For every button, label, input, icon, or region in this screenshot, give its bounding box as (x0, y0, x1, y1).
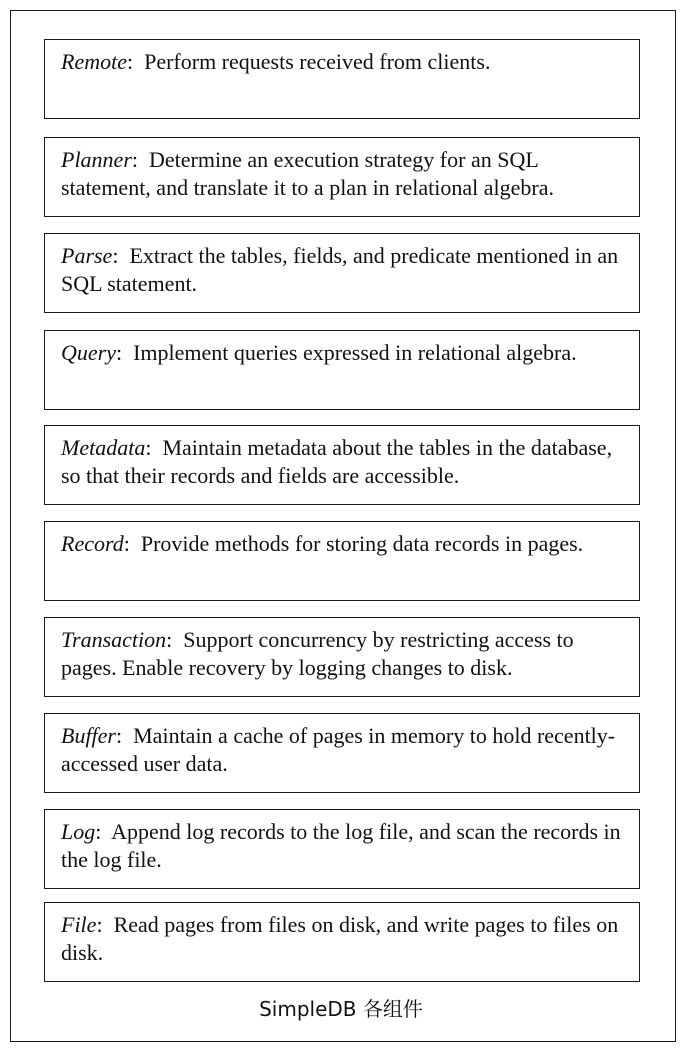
layer-name: Remote (61, 49, 127, 74)
layer-name: Query (61, 340, 116, 365)
layer-description: Maintain a cache of pages in memory to hold recently-accessed user data. (61, 723, 616, 776)
layer-description: Extract the tables, fields, and predicate mentioned in an SQL statement. (61, 243, 619, 296)
layer-metadata: Metadata: Maintain metadata about the tables in the database, so that their records and fields are accessible. (44, 425, 640, 505)
layer-name: Log (61, 819, 96, 844)
layer-description: Perform requests received from clients. (144, 49, 491, 74)
layer-remote: Remote: Perform requests received from clients. (44, 39, 640, 119)
layer-name: File (61, 912, 97, 937)
layer-buffer: Buffer: Maintain a cache of pages in memory to hold recently-accessed user data. (44, 713, 640, 793)
layer-record: Record: Provide methods for storing data records in pages. (44, 521, 640, 601)
layer-description: Support concurrency by restricting access to pages. Enable recovery by logging changes to disk. (61, 627, 574, 680)
layer-transaction: Transaction: Support concurrency by restricting access to pages. Enable recovery by logging changes to disk. (44, 617, 640, 697)
layer-log: Log: Append log records to the log file, and scan the records in the log file. (44, 809, 640, 889)
layer-name: Record (61, 531, 124, 556)
layer-description: Determine an execution strategy for an SQL statement, and translate it to a plan in relational algebra. (61, 147, 554, 200)
layer-name: Parse (61, 243, 113, 268)
layer-query: Query: Implement queries expressed in relational algebra. (44, 330, 640, 410)
layer-name: Buffer (61, 723, 116, 748)
layer-description: Append log records to the log file, and scan the records in the log file. (61, 819, 621, 872)
layer-name: Transaction (61, 627, 167, 652)
layer-description: Maintain metadata about the tables in the database, so that their records and fields are accessible. (61, 435, 613, 488)
layer-name: Metadata (61, 435, 146, 460)
layer-file: File: Read pages from files on disk, and write pages to files on disk. (44, 902, 640, 982)
layer-name: Planner (61, 147, 132, 172)
layer-description: Provide methods for storing data records in pages. (140, 531, 584, 556)
layer-description: Implement queries expressed in relational algebra. (133, 340, 577, 365)
layer-description: Read pages from files on disk, and write pages to files on disk. (61, 912, 619, 965)
layer-planner: Planner: Determine an execution strategy for an SQL statement, and translate it to a plan in relational algebra. (44, 137, 640, 217)
figure-caption: SimpleDB 各组件 (259, 997, 423, 1021)
layer-parse: Parse: Extract the tables, fields, and predicate mentioned in an SQL statement. (44, 233, 640, 313)
